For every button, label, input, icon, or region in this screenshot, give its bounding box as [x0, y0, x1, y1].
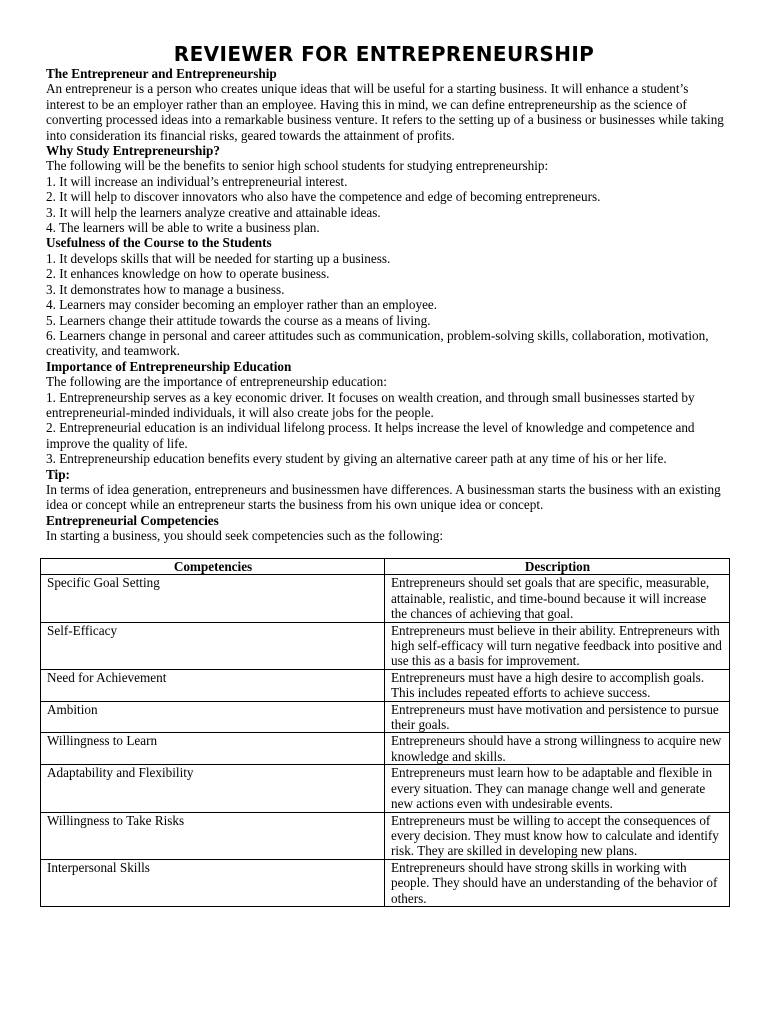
- section-heading: Why Study Entrepreneurship?: [46, 143, 220, 159]
- competency-cell: Adaptability and Flexibility: [41, 765, 385, 812]
- column-header-description: Description: [385, 559, 730, 575]
- description-cell: Entrepreneurs should have a strong willingness to acquire new knowledge and skills.: [385, 733, 730, 765]
- list-item: 4. The learners will be able to write a business plan.: [46, 220, 320, 236]
- section-entrepreneur: [46, 66, 726, 143]
- section-tip: [46, 467, 726, 513]
- importance-list: [46, 390, 726, 467]
- section-paragraph: An entrepreneur is a person who creates unique ideas that will be useful for a starting business. It will enhance a student’s interest to be an employer rather than an employee. Having this in mind, we can define entrepreneurship as the science of converting processed ideas into a remarkable business venture. It refers to the setting up of a business or businesses while taking into consideration its financial risks, geared towards the attainment of profits.: [46, 81, 724, 143]
- competency-cell: Ambition: [41, 701, 385, 733]
- description-cell: Entrepreneurs must learn how to be adaptable and flexible in every situation. They can manage change well and generate new actions even with undesirable events.: [385, 765, 730, 812]
- competency-cell: Interpersonal Skills: [41, 859, 385, 906]
- section-importance: [46, 359, 726, 467]
- table-row: [41, 575, 730, 622]
- list-item: 3. Entrepreneurship education benefits every student by giving an alternative career path at any time of his or her life.: [46, 451, 667, 467]
- competency-cell: Willingness to Learn: [41, 733, 385, 765]
- section-why-study: [46, 143, 726, 235]
- usefulness-list: [46, 251, 726, 359]
- list-item: 5. Learners change their attitude towards the course as a means of living.: [46, 312, 431, 328]
- competencies-table: [40, 558, 730, 907]
- list-item: 3. It will help the learners analyze creative and attainable ideas.: [46, 204, 381, 220]
- table-row: [41, 812, 730, 859]
- description-cell: Entrepreneurs should have strong skills in working with people. They should have an understanding of the behavior of others.: [385, 859, 730, 906]
- list-item: 4. Learners may consider becoming an employer rather than an employee.: [46, 297, 438, 313]
- page-title: REVIEWER FOR ENTREPRENEURSHIP: [173, 42, 595, 66]
- description-cell: Entrepreneurs must believe in their ability. Entrepreneurs with high self-efficacy will turn negative feedback into positive and use this as a basis for improvement.: [385, 622, 730, 669]
- table-row: [41, 669, 730, 701]
- section-paragraph: In terms of idea generation, entrepreneurs and businessmen have differences. A businessman starts the business with an existing idea or concept while an entrepreneur starts the business from his own unique idea or concept.: [46, 481, 721, 513]
- section-heading: Tip:: [46, 466, 70, 482]
- table-row: [41, 765, 730, 812]
- column-header-competencies: Competencies: [41, 559, 385, 575]
- competency-cell: Self-Efficacy: [41, 622, 385, 669]
- table-row: [41, 701, 730, 733]
- description-cell: Entrepreneurs should set goals that are specific, measurable, attainable, realistic, and time-bound because it will increase the chances of achieving that goal.: [385, 575, 730, 622]
- table-row: [41, 733, 730, 765]
- table-row: [41, 859, 730, 906]
- list-item: 2. It enhances knowledge on how to operate business.: [46, 266, 330, 282]
- list-item: 3. It demonstrates how to manage a business.: [46, 281, 285, 297]
- benefits-list: [46, 174, 726, 236]
- list-item: 2. It will help to discover innovators who also have the competence and edge of becoming entrepreneurs.: [46, 189, 601, 205]
- description-cell: Entrepreneurs must have motivation and persistence to pursue their goals.: [385, 701, 730, 733]
- competency-cell: Need for Achievement: [41, 669, 385, 701]
- description-cell: Entrepreneurs must have a high desire to accomplish goals. This includes repeated efforts to achieve success.: [385, 669, 730, 701]
- competency-cell: Willingness to Take Risks: [41, 812, 385, 859]
- table-header-row: [41, 559, 730, 575]
- list-item: 6. Learners change in personal and career attitudes such as communication, problem-solving skills, collaboration, motivation, creativity, and teamwork.: [46, 327, 709, 359]
- list-item: 1. Entrepreneurship serves as a key economic driver. It focuses on wealth creation, and through small businesses started by entrepreneurial-minded individuals, it will also create jobs for the people.: [46, 389, 695, 420]
- section-heading: Usefulness of the Course to the Students: [46, 235, 272, 251]
- competency-cell: Specific Goal Setting: [41, 575, 385, 622]
- section-intro: In starting a business, you should seek competencies such as the following:: [46, 528, 444, 544]
- section-intro: The following are the importance of entrepreneurship education:: [46, 374, 387, 390]
- list-item: 2. Entrepreneurial education is an individual lifelong process. It helps increase the level of knowledge and competence and improve the quality of life.: [46, 420, 695, 451]
- list-item: 1. It will increase an individual’s entrepreneurial interest.: [46, 173, 348, 189]
- document-body: [46, 66, 726, 544]
- section-competencies: [46, 513, 726, 544]
- list-item: 1. It develops skills that will be needed for starting up a business.: [46, 250, 391, 266]
- section-intro: The following will be the benefits to senior high school students for studying entrepreneurship:: [46, 158, 549, 174]
- table-row: [41, 622, 730, 669]
- description-cell: Entrepreneurs must be willing to accept the consequences of every decision. They must know how to calculate and identify risk. They are skilled in developing new plans.: [385, 812, 730, 859]
- section-heading: Entrepreneurial Competencies: [46, 512, 219, 528]
- section-heading: The Entrepreneur and Entrepreneurship: [46, 66, 277, 81]
- section-usefulness: [46, 235, 726, 358]
- section-heading: Importance of Entrepreneurship Education: [46, 358, 292, 374]
